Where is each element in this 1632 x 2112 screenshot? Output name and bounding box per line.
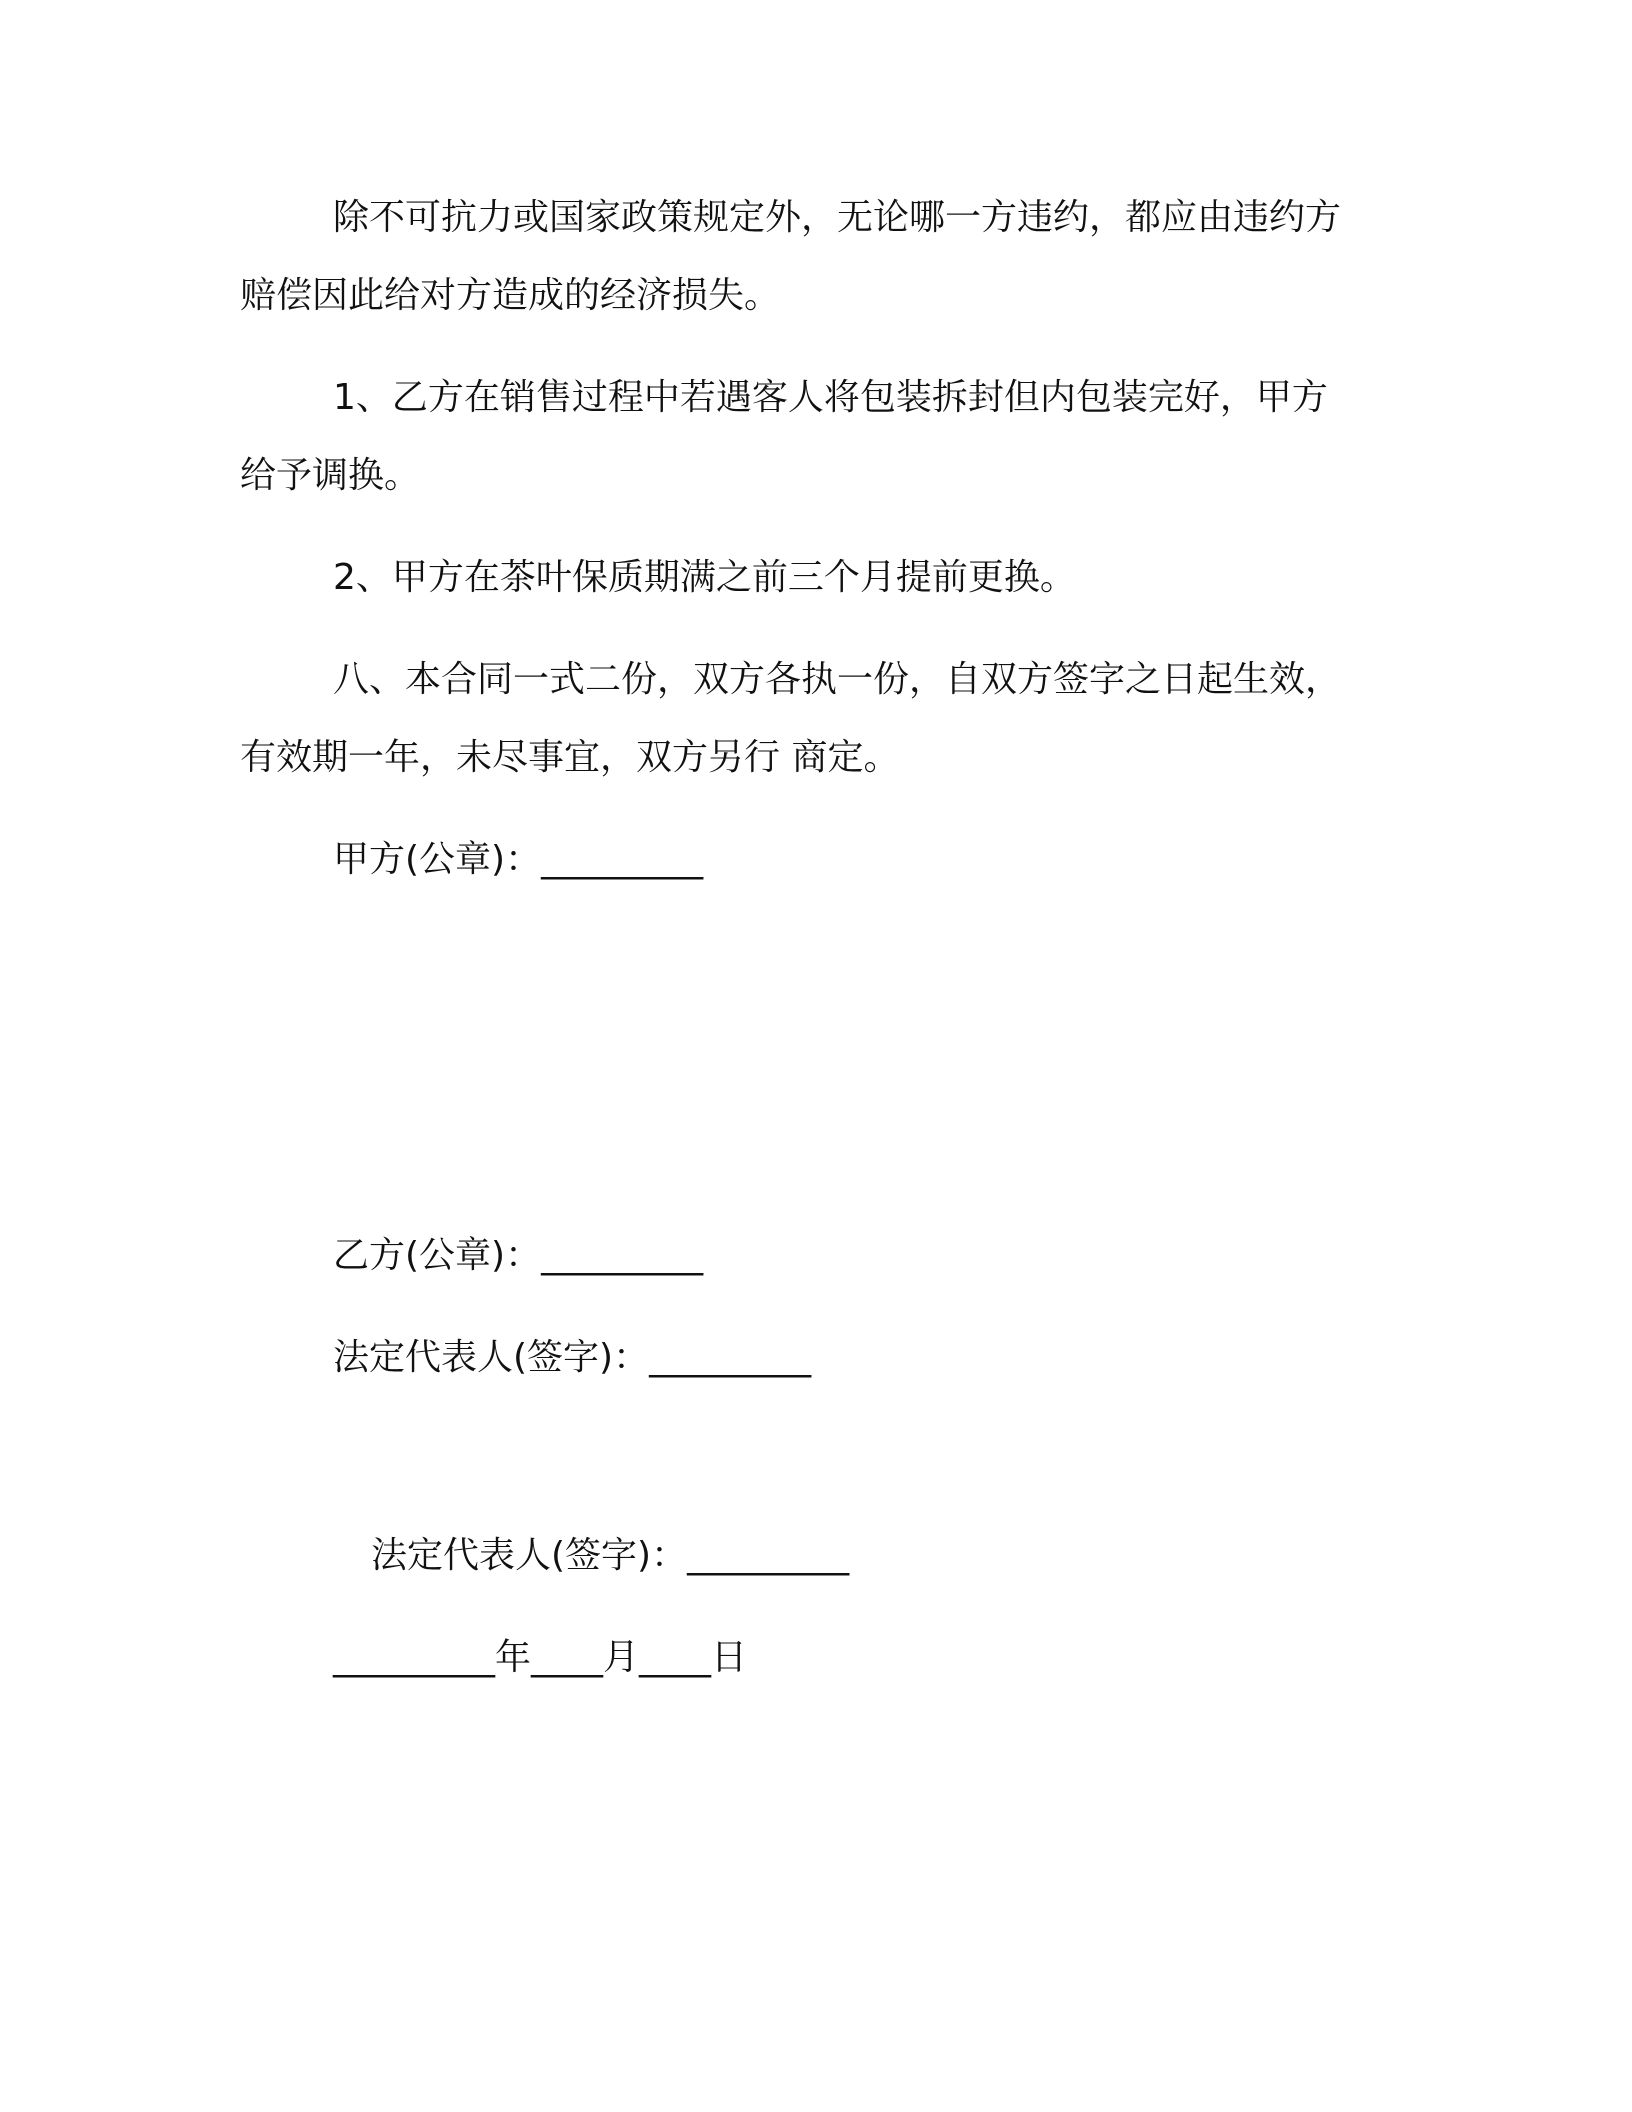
paragraph-breach-line-2: 赔偿因此给对方造成的经济损失。 xyxy=(240,275,781,316)
paragraph-breach-line-1: 除不可抗力或国家政策规定外，无论哪一方违约，都应由违约方 xyxy=(333,197,1342,238)
legal-rep-signature-line-2: 法定代表人(签字)：_________ xyxy=(371,1535,850,1576)
legal-rep-signature-line-1: 法定代表人(签字)：_________ xyxy=(333,1337,812,1378)
party-a-seal-line: 甲方(公章)：_________ xyxy=(333,839,704,880)
clause-2-line-1: 2、甲方在茶叶保质期满之前三个月提前更换。 xyxy=(333,557,1076,598)
clause-1-line-2: 给予调换。 xyxy=(240,455,421,496)
clause-1-line-1: 1、乙方在销售过程中若遇客人将包装拆封但内包装完好，甲方 xyxy=(333,377,1328,418)
clause-8-line-1: 八、本合同一式二份，双方各执一份，自双方签字之日起生效， xyxy=(333,659,1342,700)
party-b-seal-line: 乙方(公章)：_________ xyxy=(333,1235,704,1276)
clause-8-line-2: 有效期一年，未尽事宜，双方另行 商定。 xyxy=(240,737,900,778)
date-line: _________年____月____日 xyxy=(333,1637,747,1678)
